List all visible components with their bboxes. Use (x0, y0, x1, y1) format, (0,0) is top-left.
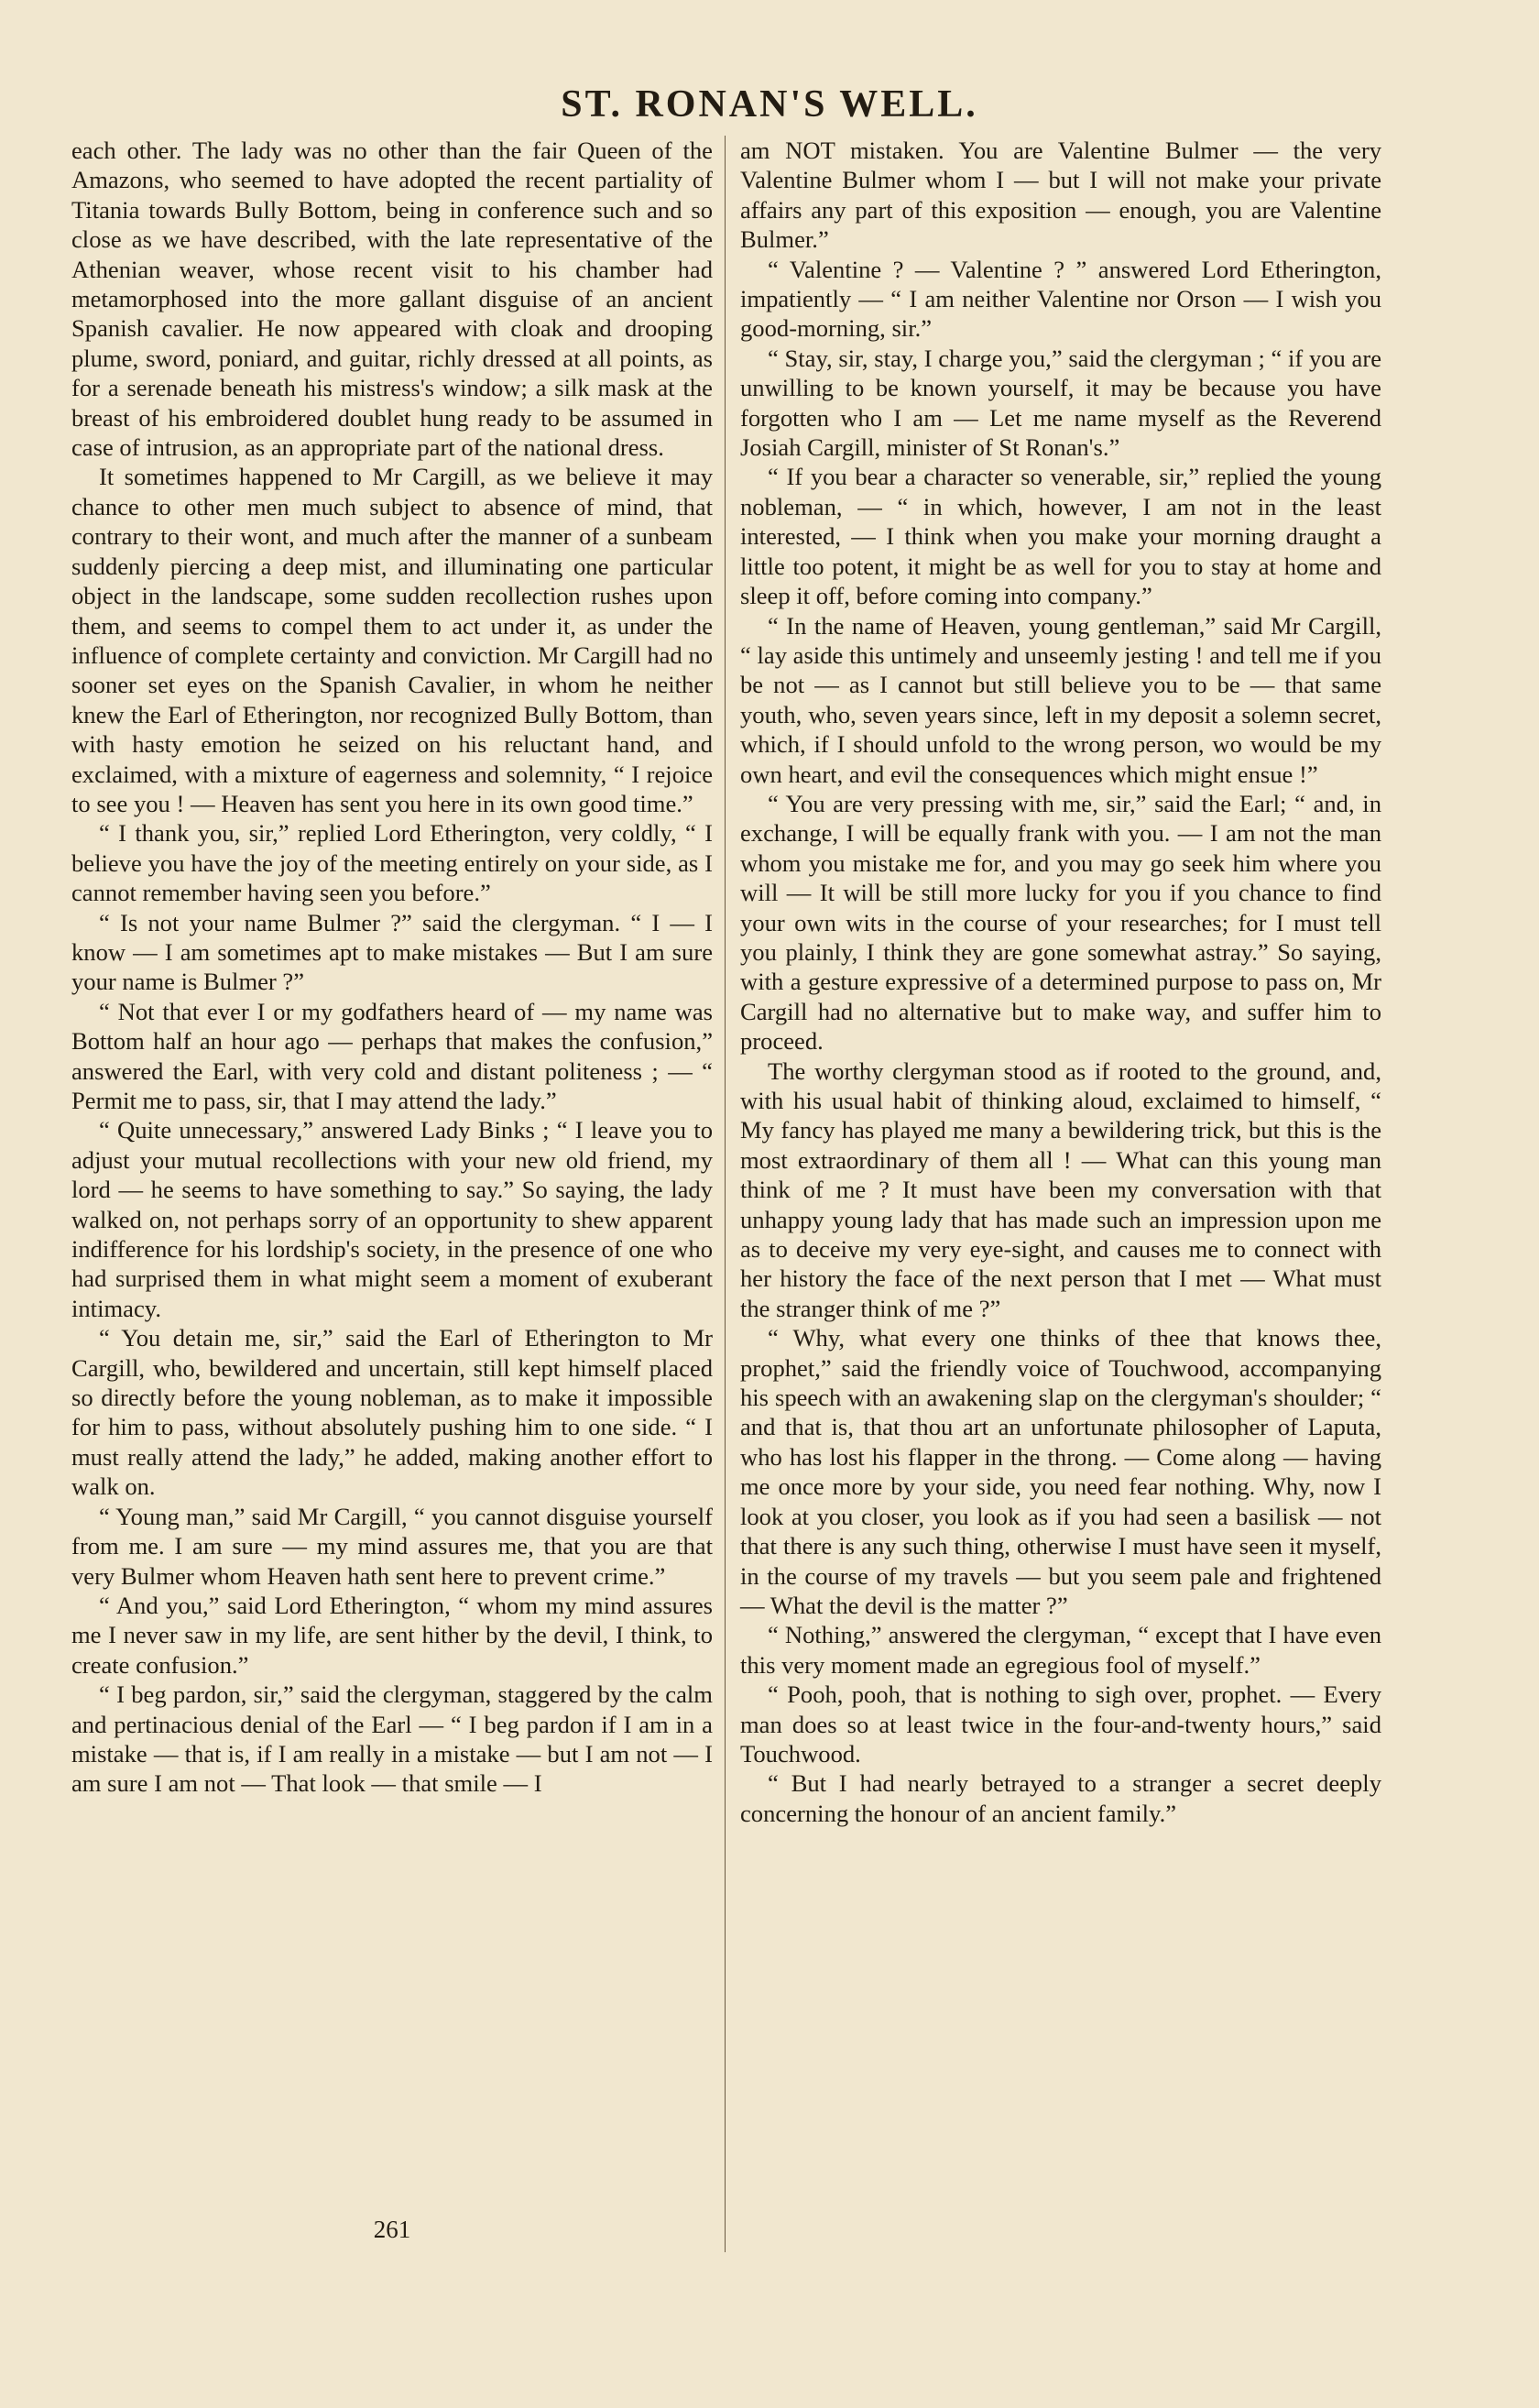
right-column (740, 136, 1381, 1828)
paragraph: “ Valentine ? — Valentine ? ” answered Lord Etherington, impatiently — “ I am neither Valentine nor Orson — I wish you good-morning, sir.” (740, 255, 1381, 343)
left-column (71, 136, 713, 1799)
paragraph: “ But I had nearly betrayed to a stranger a secret deeply concerning the honour of an ancient family.” (740, 1769, 1381, 1827)
paragraph: “ I thank you, sir,” replied Lord Etherington, very coldly, “ I believe you have the joy of the meeting entirely on your side, as I cannot remember having seen you before.” (71, 819, 713, 907)
page-number: 261 (373, 2216, 411, 2243)
paragraph: “ Not that ever I or my godfathers heard of — my name was Bottom half an hour ago — perhaps that makes the confusion,” answered the Earl, with very cold and distant politeness ; — “ Permit me to pass, sir, that I may attend the lady.” (71, 997, 713, 1114)
paragraph: “ You are very pressing with me, sir,” said the Earl; “ and, in exchange, I will be equally frank with you. — I am not the man whom you mistake me for, and you may go seek him where you will — It will be still more lucky for you if you chance to find your own wits in the course of your researches; for I must tell you plainly, I think they are gone somewhat astray.” So saying, with a gesture expressive of a determined purpose to pass on, Mr Cargill had no alternative but to make way, and suffer him to proceed. (740, 789, 1381, 1056)
column-divider (725, 136, 726, 2252)
paragraph: “ Is not your name Bulmer ?” said the clergyman. “ I — I know — I am sometimes apt to make mistakes — But I am sure your name is Bulmer ?” (71, 908, 713, 996)
paragraph: “ If you bear a character so venerable, sir,” replied the young nobleman, — “ in which, however, I am not in the least interested, — I think when you make your morning draught a little too potent, it might be as well for you to stay at home and sleep it off, before coming into company.” (740, 463, 1381, 610)
paragraph: The worthy clergyman stood as if rooted to the ground, and, with his usual habit of thinking aloud, exclaimed to himself, “ My fancy has played me many a bewildering trick, but this is the most extraordinary of them all ! — What can this young man think of me ? It must have been my conversation with that unhappy young lady that has made such an impression upon me as to deceive my very eye-sight, and causes me to connect with her history the face of the next person that I met — What must the stranger think of me ?” (740, 1056, 1381, 1322)
paragraph: “ Young man,” said Mr Cargill, “ you cannot disguise yourself from me. I am sure — my mind assures me, that you are that very Bulmer whom Heaven hath sent here to prevent crime.” (71, 1502, 713, 1590)
paragraph: “ You detain me, sir,” said the Earl of Etherington to Mr Cargill, who, bewildered and uncertain, still kept himself placed so directly before the young nobleman, as to make it impossible for him to pass, without absolutely pushing him to one side. “ I must really attend the lady,” he added, making another effort to walk on. (71, 1324, 713, 1501)
paragraph: “ Quite unnecessary,” answered Lady Binks ; “ I leave you to adjust your mutual recollections with your new old friend, my lord — he seems to have something to say.” So saying, the lady walked on, not perhaps sorry of an opportunity to shew apparent indifference for his lordship's society, in the presence of one who had surprised them in what might seem a moment of exuberant intimacy. (71, 1116, 713, 1322)
paragraph: am NOT mistaken. You are Valentine Bulmer — the very Valentine Bulmer whom I — but I will not make your private affairs any part of this exposition — enough, you are Valentine Bulmer.” (740, 137, 1381, 254)
paragraph: “ In the name of Heaven, young gentleman,” said Mr Cargill, “ lay aside this untimely and unseemly jesting ! and tell me if you be not — as I cannot but still believe you to be — that same youth, who, seven years since, left in my deposit a solemn secret, which, if I should unfold to the wrong person, wo would be my own heart, and evil the consequences which might ensue !” (740, 611, 1381, 788)
paragraph: each other. The lady was no other than the fair Queen of the Amazons, who seemed to have adopted the recent partiality of Titania towards Bully Bottom, being in conference such and so close as we have described, with the late representative of the Athenian weaver, whose recent visit to his chamber had metamorphosed into the more gallant disguise of an ancient Spanish cavalier. He now appeared with cloak and drooping plume, sword, poniard, and guitar, richly dressed at all points, as for a serenade beneath his mistress's window; a silk mask at the breast of his embroidered doublet hung ready to be assumed in case of intrusion, as an appropriate part of the national dress. (71, 137, 713, 462)
paragraph: “ Why, what every one thinks of thee that knows thee, prophet,” said the friendly voice of Touchwood, accompanying his speech with an awakening slap on the clergyman's shoulder; “ and that is, that thou art an unfortunate philosopher of Laputa, who has lost his flapper in the throng. — Come along — having me once more by your side, you need fear nothing. Why, now I look at you closer, you look as if you had seen a basilisk — not that there is any such thing, otherwise I must have seen it myself, in the course of my travels — but you seem pale and frightened — What the devil is the matter ?” (740, 1324, 1381, 1619)
paragraph: “ I beg pardon, sir,” said the clergyman, staggered by the calm and pertinacious denial of the Earl — “ I beg pardon if I am in a mistake — that is, if I am really in a mistake — but I am not — I am sure I am not — That look — that smile — I (71, 1680, 713, 1798)
paragraph: “ Nothing,” answered the clergyman, “ except that I have even this very moment made an egregious fool of myself.” (740, 1621, 1381, 1679)
paragraph: “ Pooh, pooh, that is nothing to sigh over, prophet. — Every man does so at least twice in the four-and-twenty hours,” said Touchwood. (740, 1680, 1381, 1768)
running-head: ST. RONAN'S WELL. (561, 83, 978, 126)
paragraph: “ And you,” said Lord Etherington, “ whom my mind assures me I never saw in my life, are sent hither by the devil, I think, to create confusion.” (71, 1591, 713, 1679)
paragraph: “ Stay, sir, stay, I charge you,” said the clergyman ; “ if you are unwilling to be known yourself, it may be because you have forgotten who I am — Let me name myself as the Reverend Josiah Cargill, minister of St Ronan's.” (740, 344, 1381, 462)
paragraph: It sometimes happened to Mr Cargill, as we believe it may chance to other men much subject to absence of mind, that contrary to their wont, and much after the manner of a sunbeam suddenly piercing a deep mist, and illuminating one particular object in the landscape, some sudden recollection rushes upon them, and seems to compel them to act under it, as under the influence of complete certainty and conviction. Mr Cargill had no sooner set eyes on the Spanish Cavalier, in whom he neither knew the Earl of Etherington, nor recognized Bully Bottom, than with hasty emotion he seized on his reluctant hand, and exclaimed, with a mixture of eagerness and solemnity, “ I rejoice to see you ! — Heaven has sent you here in its own good time.” (71, 463, 713, 817)
